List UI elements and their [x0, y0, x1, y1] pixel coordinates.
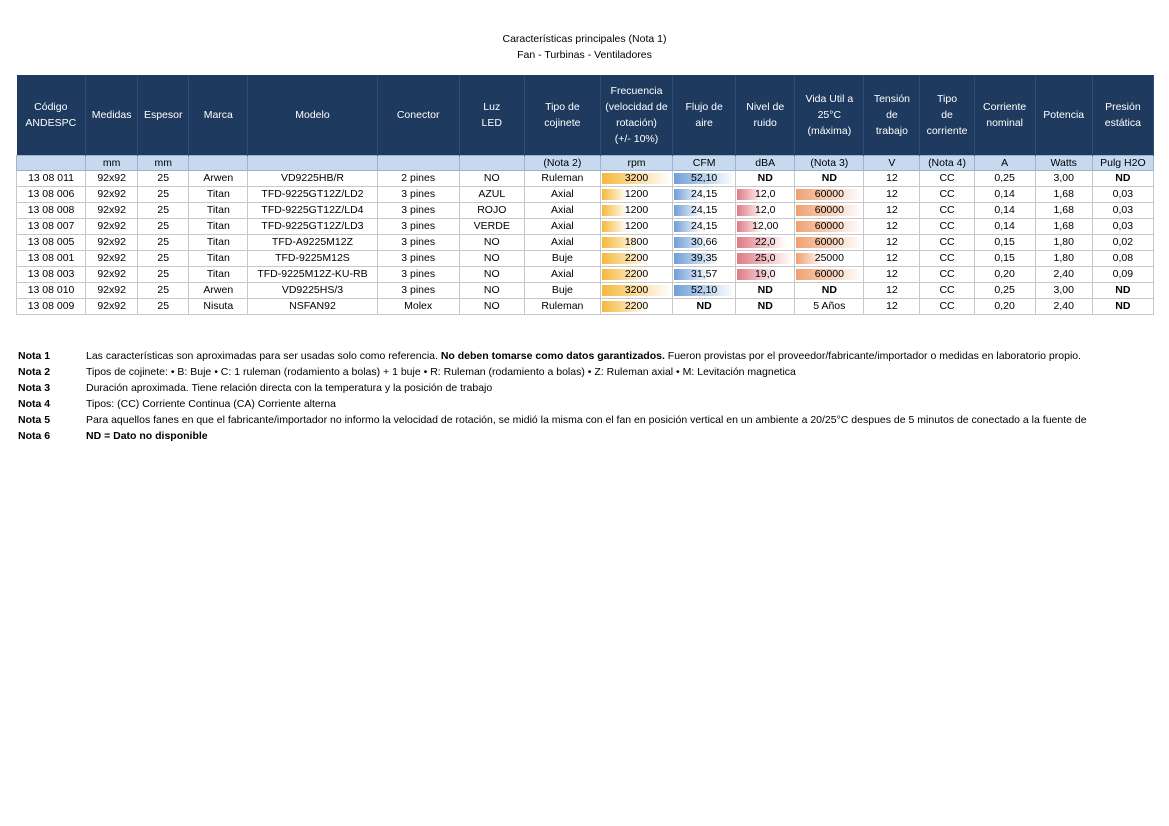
- table-cell: 5 Años: [795, 299, 864, 315]
- data-bar: [602, 189, 627, 200]
- unit-cell: rpm: [600, 156, 672, 171]
- note-key: Nota 6: [18, 430, 51, 442]
- unit-cell: [17, 156, 86, 171]
- table-cell: [673, 267, 736, 283]
- table-cell: NO: [459, 235, 524, 251]
- unit-cell: CFM: [673, 156, 736, 171]
- table-cell: [673, 251, 736, 267]
- table-cell: [600, 235, 672, 251]
- note-text-plain: Fueron provistas por el proveedor/fabricante/importador o medidas en laboratorio propio.: [664, 350, 1082, 362]
- cell-value: 60000: [814, 268, 844, 280]
- unit-cell: A: [974, 156, 1035, 171]
- table-cell: CC: [920, 251, 974, 267]
- table-cell: 92x92: [86, 267, 138, 283]
- cell-value: 2200: [624, 300, 649, 312]
- table-cell: TFD-9225GT12Z/LD2: [248, 187, 377, 203]
- cell-value: 52,10: [690, 172, 718, 184]
- table-cell: [600, 299, 672, 315]
- table-cell: Ruleman: [524, 299, 600, 315]
- table-cell: NO: [459, 171, 524, 187]
- table-cell: [795, 267, 864, 283]
- table-cell: [673, 203, 736, 219]
- data-bar: [602, 221, 627, 232]
- table-cell: CC: [920, 299, 974, 315]
- table-cell: 1,80: [1035, 251, 1092, 267]
- table-row: [17, 267, 1154, 283]
- table-cell: 0,03: [1092, 219, 1153, 235]
- column-header: Espesor: [138, 75, 189, 156]
- table-cell: 1,80: [1035, 235, 1092, 251]
- cell-value: 12,0: [755, 188, 776, 200]
- table-cell: CC: [920, 283, 974, 299]
- table-cell: NO: [459, 283, 524, 299]
- table-cell: 3 pines: [377, 187, 459, 203]
- table-row: [17, 219, 1154, 235]
- table-cell: CC: [920, 187, 974, 203]
- table-cell: TFD-9225GT12Z/LD4: [248, 203, 377, 219]
- table-cell: Titan: [189, 203, 248, 219]
- table-cell: 3,00: [1035, 283, 1092, 299]
- table-cell: 13 08 005: [17, 235, 86, 251]
- table-cell: 0,20: [974, 299, 1035, 315]
- cell-value: 22,0: [755, 236, 776, 248]
- table-cell: AZUL: [459, 187, 524, 203]
- table-cell: 12: [864, 171, 920, 187]
- table-row: [17, 251, 1154, 267]
- unit-cell: Watts: [1035, 156, 1092, 171]
- column-header: Potencia: [1035, 75, 1092, 156]
- table-cell: 92x92: [86, 219, 138, 235]
- cell-value: 1200: [624, 204, 649, 216]
- table-cell: 12: [864, 299, 920, 315]
- table-cell: [736, 251, 795, 267]
- unit-cell: (Nota 3): [795, 156, 864, 171]
- table-row: [17, 235, 1154, 251]
- table-cell: Molex: [377, 299, 459, 315]
- table-cell: [795, 251, 864, 267]
- cell-value: 25000: [814, 252, 844, 264]
- table-cell: 12: [864, 219, 920, 235]
- table-cell: ND: [1092, 171, 1153, 187]
- table-cell: 92x92: [86, 251, 138, 267]
- table-cell: 25: [138, 203, 189, 219]
- table-cell: 12: [864, 251, 920, 267]
- table-cell: 13 08 010: [17, 283, 86, 299]
- table-cell: 2,40: [1035, 267, 1092, 283]
- note-text: [86, 348, 1081, 364]
- column-header: Presión estática: [1092, 75, 1153, 156]
- table-cell: 0,14: [974, 219, 1035, 235]
- table-cell: 12: [864, 267, 920, 283]
- table-cell: VD9225HS/3: [248, 283, 377, 299]
- table-cell: 0,25: [974, 171, 1035, 187]
- table-cell: Arwen: [189, 171, 248, 187]
- table-cell: 0,09: [1092, 267, 1153, 283]
- unit-cell: dBA: [736, 156, 795, 171]
- column-header: Conector: [377, 75, 459, 156]
- table-cell: ND: [673, 299, 736, 315]
- note-key: Nota 5: [18, 414, 51, 426]
- table-cell: 25: [138, 267, 189, 283]
- table-cell: Ruleman: [524, 171, 600, 187]
- cell-value: 30,66: [690, 236, 718, 248]
- table-cell: Axial: [524, 267, 600, 283]
- table-cell: TFD-9225GT12Z/LD3: [248, 219, 377, 235]
- column-header: Tensión de trabajo: [864, 75, 920, 156]
- table-cell: 25: [138, 251, 189, 267]
- table-cell: [736, 267, 795, 283]
- table-cell: 13 08 008: [17, 203, 86, 219]
- table-cell: TFD-A9225M12Z: [248, 235, 377, 251]
- table-row: [17, 187, 1154, 203]
- note-text-plain: Tipos: (CC) Corriente Continua (CA) Corriente alterna: [86, 398, 336, 410]
- table-cell: 12: [864, 235, 920, 251]
- table-cell: ND: [795, 283, 864, 299]
- table-cell: 92x92: [86, 187, 138, 203]
- table-cell: CC: [920, 235, 974, 251]
- cell-value: 60000: [814, 204, 844, 216]
- note-key: Nota 2: [18, 366, 51, 378]
- table-cell: [736, 235, 795, 251]
- table-cell: 3 pines: [377, 203, 459, 219]
- table-row: [17, 299, 1154, 315]
- unit-cell: V: [864, 156, 920, 171]
- table-cell: 12: [864, 187, 920, 203]
- column-header: Tipo de cojinete: [524, 75, 600, 156]
- header-row: [17, 75, 1154, 156]
- table-cell: 3 pines: [377, 267, 459, 283]
- table-cell: NO: [459, 251, 524, 267]
- table-cell: 0,03: [1092, 187, 1153, 203]
- cell-value: 1200: [624, 220, 649, 232]
- table-cell: 92x92: [86, 299, 138, 315]
- table-cell: 25: [138, 299, 189, 315]
- table-cell: Titan: [189, 219, 248, 235]
- table-cell: ND: [736, 299, 795, 315]
- table-cell: [600, 171, 672, 187]
- note-text-plain: Duración aproximada. Tiene relación directa con la temperatura y la posición de trabajo: [86, 382, 493, 394]
- cell-value: 19,0: [755, 268, 776, 280]
- table-cell: [673, 171, 736, 187]
- table-cell: CC: [920, 171, 974, 187]
- table-cell: CC: [920, 203, 974, 219]
- table-cell: ROJO: [459, 203, 524, 219]
- table-cell: [795, 235, 864, 251]
- table-cell: 25: [138, 283, 189, 299]
- note-text-bold: No deben tomarse como datos garantizados.: [440, 350, 665, 362]
- table-cell: 3 pines: [377, 283, 459, 299]
- table-cell: [673, 219, 736, 235]
- table-cell: NO: [459, 267, 524, 283]
- table-cell: VD9225HB/R: [248, 171, 377, 187]
- cell-value: 39,35: [690, 252, 718, 264]
- table-cell: 25: [138, 235, 189, 251]
- table-cell: CC: [920, 219, 974, 235]
- note-key: Nota 3: [18, 382, 51, 394]
- table-cell: [795, 219, 864, 235]
- note-text-plain: Para aquellos fanes en que el fabricante/importador no informo la velocidad de rotación, se midió la misma con el fan en posición vertical en un ambiente a 20/25°C despues de 5 minutos de conectado a la fuente de: [86, 414, 1087, 426]
- cell-value: 12,0: [755, 204, 776, 216]
- page-title: Características principales (Nota 1): [502, 33, 667, 45]
- table-cell: ND: [736, 171, 795, 187]
- unit-cell: [248, 156, 377, 171]
- table-cell: 13 08 001: [17, 251, 86, 267]
- unit-cell: (Nota 4): [920, 156, 974, 171]
- units-row: [17, 156, 1154, 171]
- cell-value: 60000: [814, 236, 844, 248]
- unit-cell: mm: [86, 156, 138, 171]
- table-cell: 13 08 007: [17, 219, 86, 235]
- cell-value: 24,15: [690, 204, 718, 216]
- table-cell: 3,00: [1035, 171, 1092, 187]
- table-cell: [736, 187, 795, 203]
- table-cell: [673, 283, 736, 299]
- table-cell: [600, 283, 672, 299]
- table-cell: Titan: [189, 187, 248, 203]
- table-cell: NO: [459, 299, 524, 315]
- column-header: Flujo de aire: [673, 75, 736, 156]
- table-cell: [795, 187, 864, 203]
- table-cell: [736, 203, 795, 219]
- cell-value: 52,10: [690, 284, 718, 296]
- table-cell: [600, 267, 672, 283]
- unit-cell: (Nota 2): [524, 156, 600, 171]
- cell-value: 1800: [624, 236, 649, 248]
- table-cell: [600, 251, 672, 267]
- cell-value: 2200: [624, 252, 649, 264]
- column-header: Tipo de corriente: [920, 75, 974, 156]
- table-cell: 0,03: [1092, 203, 1153, 219]
- column-header: Código ANDESPC: [17, 75, 86, 156]
- note-text: [86, 364, 796, 380]
- unit-cell: [377, 156, 459, 171]
- table-cell: NSFAN92: [248, 299, 377, 315]
- page-subtitle: Fan - Turbinas - Ventiladores: [517, 49, 652, 61]
- unit-cell: Pulg H2O: [1092, 156, 1153, 171]
- table-cell: 13 08 011: [17, 171, 86, 187]
- table-cell: CC: [920, 267, 974, 283]
- table-cell: 25: [138, 187, 189, 203]
- cell-value: 12,00: [752, 220, 779, 232]
- unit-cell: [189, 156, 248, 171]
- table-cell: 12: [864, 203, 920, 219]
- table-cell: ND: [736, 283, 795, 299]
- unit-cell: [459, 156, 524, 171]
- table-cell: 0,14: [974, 187, 1035, 203]
- column-header: Luz LED: [459, 75, 524, 156]
- table-cell: TFD-9225M12S: [248, 251, 377, 267]
- table-cell: Arwen: [189, 283, 248, 299]
- table-cell: [736, 219, 795, 235]
- cell-value: 60000: [814, 220, 844, 232]
- table-cell: 0,14: [974, 203, 1035, 219]
- table-cell: Axial: [524, 235, 600, 251]
- cell-value: 3200: [624, 284, 649, 296]
- column-header: Frecuencia (velocidad de rotación) (+/- 10%): [600, 75, 672, 156]
- table-cell: 13 08 006: [17, 187, 86, 203]
- table-cell: 1,68: [1035, 187, 1092, 203]
- table-cell: [795, 203, 864, 219]
- table-cell: Axial: [524, 203, 600, 219]
- note-text: [86, 396, 336, 412]
- specs-table: [16, 75, 1154, 315]
- table-cell: 13 08 009: [17, 299, 86, 315]
- cell-value: 25,0: [755, 252, 776, 264]
- column-header: Vida Util a 25°C (máxima): [795, 75, 864, 156]
- data-bar: [602, 205, 627, 216]
- table-cell: TFD-9225M12Z-KU-RB: [248, 267, 377, 283]
- table-cell: 0,15: [974, 235, 1035, 251]
- table-cell: Buje: [524, 251, 600, 267]
- table-cell: 0,02: [1092, 235, 1153, 251]
- table-cell: 0,25: [974, 283, 1035, 299]
- cell-value: 60000: [814, 188, 844, 200]
- column-header: Corriente nominal: [974, 75, 1035, 156]
- cell-value: 31,57: [690, 268, 718, 280]
- table-cell: ND: [1092, 299, 1153, 315]
- table-cell: 1,68: [1035, 219, 1092, 235]
- note-key: Nota 1: [18, 350, 51, 362]
- note-text-bold: ND = Dato no disponible: [86, 430, 208, 442]
- table-cell: 3 pines: [377, 235, 459, 251]
- table-cell: [673, 187, 736, 203]
- column-header: Nivel de ruido: [736, 75, 795, 156]
- note-key: Nota 4: [18, 398, 51, 410]
- cell-value: 3200: [624, 172, 649, 184]
- table-cell: Axial: [524, 187, 600, 203]
- table-cell: [600, 219, 672, 235]
- table-cell: 92x92: [86, 171, 138, 187]
- table-cell: 12: [864, 283, 920, 299]
- column-header: Medidas: [86, 75, 138, 156]
- table-cell: VERDE: [459, 219, 524, 235]
- note-text: [86, 428, 208, 444]
- table-cell: 1,68: [1035, 203, 1092, 219]
- table-cell: 2 pines: [377, 171, 459, 187]
- table-cell: 25: [138, 219, 189, 235]
- table-cell: 3 pines: [377, 251, 459, 267]
- table-cell: Nisuta: [189, 299, 248, 315]
- table-cell: Buje: [524, 283, 600, 299]
- table-cell: 13 08 003: [17, 267, 86, 283]
- note-text: [86, 380, 492, 396]
- cell-value: 24,15: [690, 188, 718, 200]
- cell-value: 24,15: [690, 220, 718, 232]
- table-cell: 0,20: [974, 267, 1035, 283]
- table-cell: 0,08: [1092, 251, 1153, 267]
- table-row: [17, 283, 1154, 299]
- table-cell: 2,40: [1035, 299, 1092, 315]
- table-cell: ND: [795, 171, 864, 187]
- table-cell: 92x92: [86, 203, 138, 219]
- table-cell: 0,15: [974, 251, 1035, 267]
- table-cell: [600, 187, 672, 203]
- cell-value: 1200: [624, 188, 649, 200]
- column-header: Modelo: [248, 75, 377, 156]
- note-text: [86, 412, 1087, 428]
- table-cell: Titan: [189, 251, 248, 267]
- column-header: Marca: [189, 75, 248, 156]
- table-cell: Axial: [524, 219, 600, 235]
- note-text-plain: Las características son aproximadas para ser usadas solo como referencia.: [86, 350, 441, 362]
- table-cell: ND: [1092, 283, 1153, 299]
- table-cell: [673, 235, 736, 251]
- table-row: [17, 171, 1154, 187]
- table-cell: [600, 203, 672, 219]
- table-cell: Titan: [189, 267, 248, 283]
- table-cell: 92x92: [86, 283, 138, 299]
- table-cell: 3 pines: [377, 219, 459, 235]
- table-row: [17, 203, 1154, 219]
- note-text-plain: Tipos de cojinete: • B: Buje • C: 1 ruleman (rodamiento a bolas) + 1 buje • R: Ruleman (rodamiento a bolas) • Z: Ruleman axial • M: Levitación magnetica: [86, 366, 796, 378]
- table-cell: 92x92: [86, 235, 138, 251]
- table-cell: Titan: [189, 235, 248, 251]
- unit-cell: mm: [138, 156, 189, 171]
- table-cell: 25: [138, 171, 189, 187]
- cell-value: 2200: [624, 268, 649, 280]
